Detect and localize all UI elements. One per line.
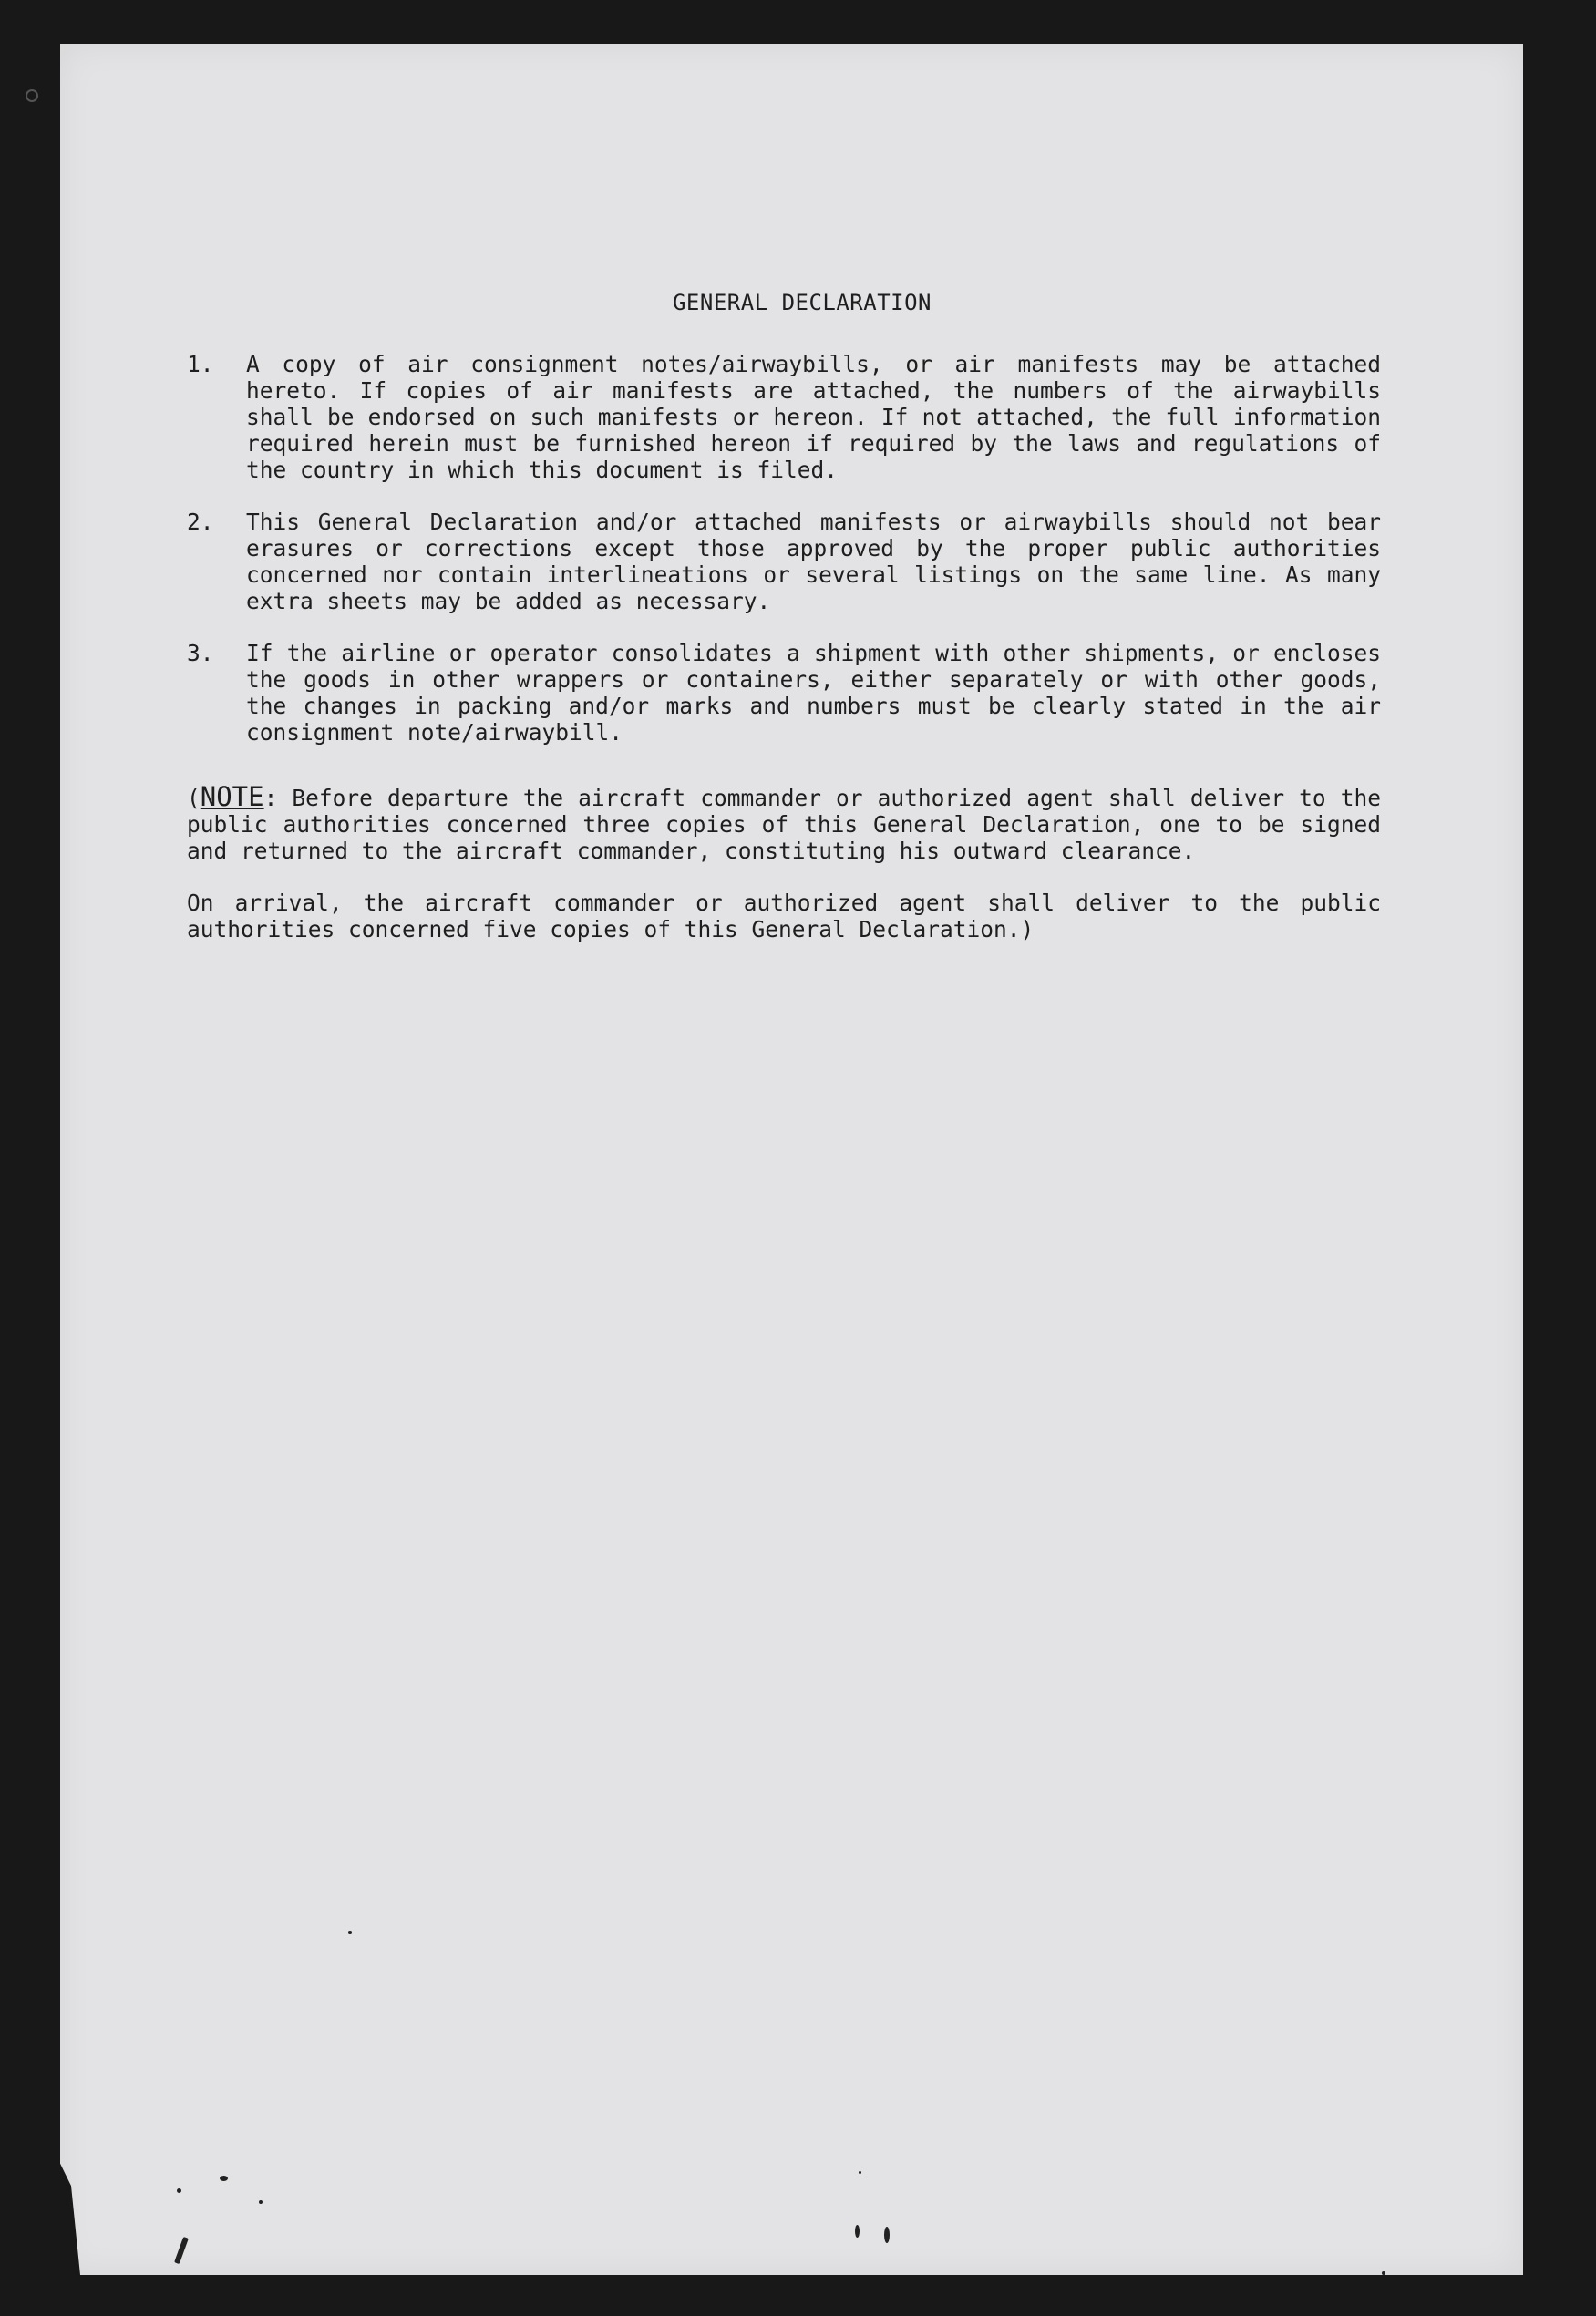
scan-speck <box>348 1931 352 1934</box>
scan-speck <box>174 2237 189 2264</box>
note-paragraph <box>187 781 1381 864</box>
scan-speck <box>884 2227 890 2243</box>
item-number: 3. <box>187 640 214 666</box>
arrival-paragraph: On arrival, the aircraft commander or authorized agent shall deliver to the public authorities concerned five copies of this General Declaration.) <box>187 890 1381 942</box>
item-number: 1. <box>187 351 214 377</box>
item-text: A copy of air consignment notes/airwaybills, or air manifests may be attached hereto. If copies of air manifests are attached, the numbers of the airwaybills shall be endorsed on such manifests or hereon. If not attached, the full information required herein must be furnished hereon if required by the laws and regulations of the country in which this document is filed. <box>246 351 1381 483</box>
scan-speck <box>259 2200 263 2204</box>
list-item <box>187 509 1381 614</box>
note-open-paren: ( <box>187 785 201 811</box>
item-number: 2. <box>187 509 214 535</box>
scan-speck <box>859 2171 861 2174</box>
document-title: GENERAL DECLARATION <box>672 290 932 315</box>
note-label: NOTE <box>200 781 264 812</box>
note-text: : Before departure the aircraft commander or authorized agent shall deliver to the public authorities concerned three copies of this General Declaration, one to be signed and returned to the aircraft commander, constituting his outward clearance. <box>187 785 1381 864</box>
list-item <box>187 640 1381 746</box>
scan-speck <box>220 2176 228 2181</box>
scan-speck <box>1382 2271 1385 2275</box>
list-item <box>187 351 1381 483</box>
scanner-edge-mark <box>26 89 38 102</box>
declaration-content <box>187 290 1381 942</box>
scan-speck <box>855 2225 860 2238</box>
scan-speck <box>177 2188 181 2193</box>
item-text: If the airline or operator consolidates a shipment with other shipments, or encloses the goods in other wrappers or containers, either separately or with other goods, the changes in packing and/or marks and numbers must be clearly stated in the air consignment note/airwaybill. <box>246 640 1381 746</box>
item-text: This General Declaration and/or attached manifests or airwaybills should not bear erasures or corrections except those approved by the proper public authorities concerned nor contain interlineations or several listings on the same line. As many extra sheets may be added as necessary. <box>246 509 1381 614</box>
